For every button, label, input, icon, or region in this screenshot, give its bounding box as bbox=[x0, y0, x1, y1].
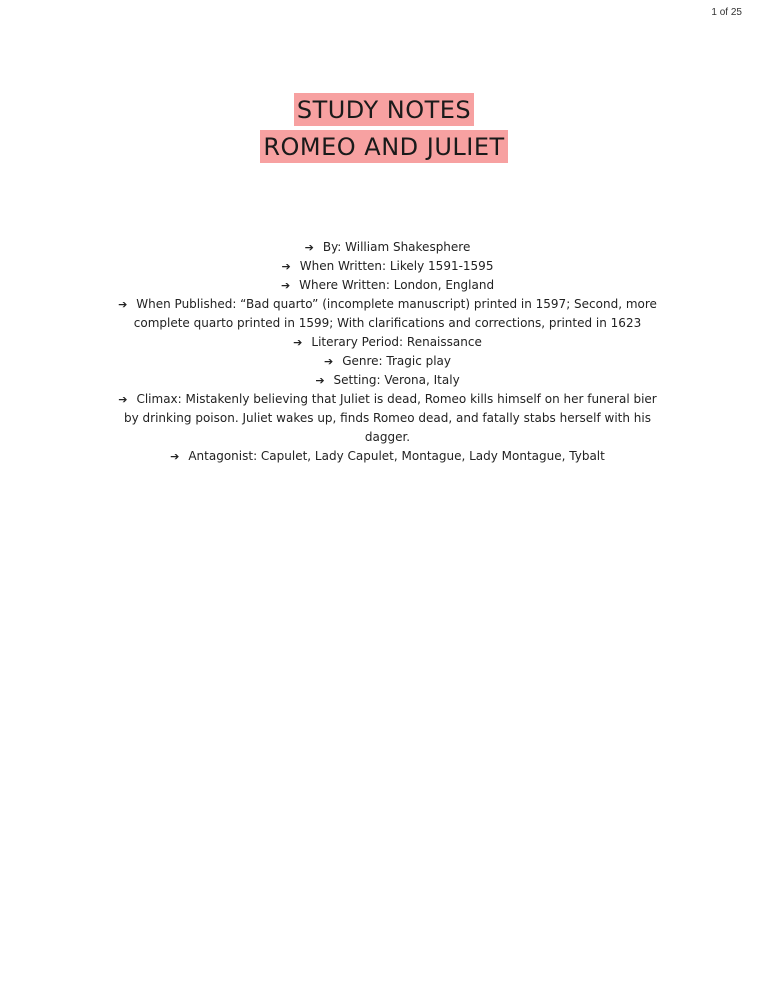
note-text: When Published: “Bad quarto” (incomplete manuscript) printed in 1597; Second, more complete quarto printed in 1599; With clarifications and corrections, printed in 1623 bbox=[133, 297, 657, 330]
note-setting bbox=[110, 371, 665, 390]
note-text: Literary Period: Renaissance bbox=[311, 335, 482, 349]
right-arrow-icon: ➔ bbox=[170, 450, 180, 463]
note-climax bbox=[110, 390, 665, 447]
note-author bbox=[110, 238, 665, 257]
right-arrow-icon: ➔ bbox=[118, 298, 128, 311]
note-literary-period bbox=[110, 333, 665, 352]
note-text: Climax: Mistakenly believing that Juliet is dead, Romeo kills himself on her funeral bier by drinking poison. Juliet wakes up, finds Romeo dead, and fatally stabs herself with his dagger. bbox=[124, 392, 657, 444]
note-text: By: William Shakesphere bbox=[322, 240, 471, 254]
right-arrow-icon: ➔ bbox=[315, 374, 325, 387]
right-arrow-icon: ➔ bbox=[323, 355, 334, 368]
right-arrow-icon: ➔ bbox=[304, 241, 314, 254]
page-counter: 1 of 25 bbox=[711, 7, 742, 18]
notes-list bbox=[110, 238, 665, 466]
right-arrow-icon: ➔ bbox=[280, 279, 291, 292]
right-arrow-icon: ➔ bbox=[281, 260, 291, 273]
note-when-published bbox=[110, 295, 665, 333]
right-arrow-icon: ➔ bbox=[118, 393, 128, 406]
title-block bbox=[0, 93, 768, 167]
note-where-written bbox=[110, 276, 665, 295]
right-arrow-icon: ➔ bbox=[293, 336, 303, 349]
note-when-written bbox=[110, 257, 665, 276]
note-genre bbox=[110, 352, 665, 371]
note-text: Genre: Tragic play bbox=[342, 354, 452, 368]
title-study-notes: STUDY NOTES bbox=[294, 93, 474, 126]
note-text: Setting: Verona, Italy bbox=[333, 373, 460, 387]
note-text: Antagonist: Capulet, Lady Capulet, Montague, Lady Montague, Tybalt bbox=[188, 449, 605, 463]
title-romeo-and-juliet: ROMEO AND JULIET bbox=[260, 130, 507, 163]
note-antagonist bbox=[110, 447, 665, 466]
note-text: When Written: Likely 1591-1595 bbox=[299, 259, 494, 273]
note-text: Where Written: London, England bbox=[299, 278, 495, 292]
